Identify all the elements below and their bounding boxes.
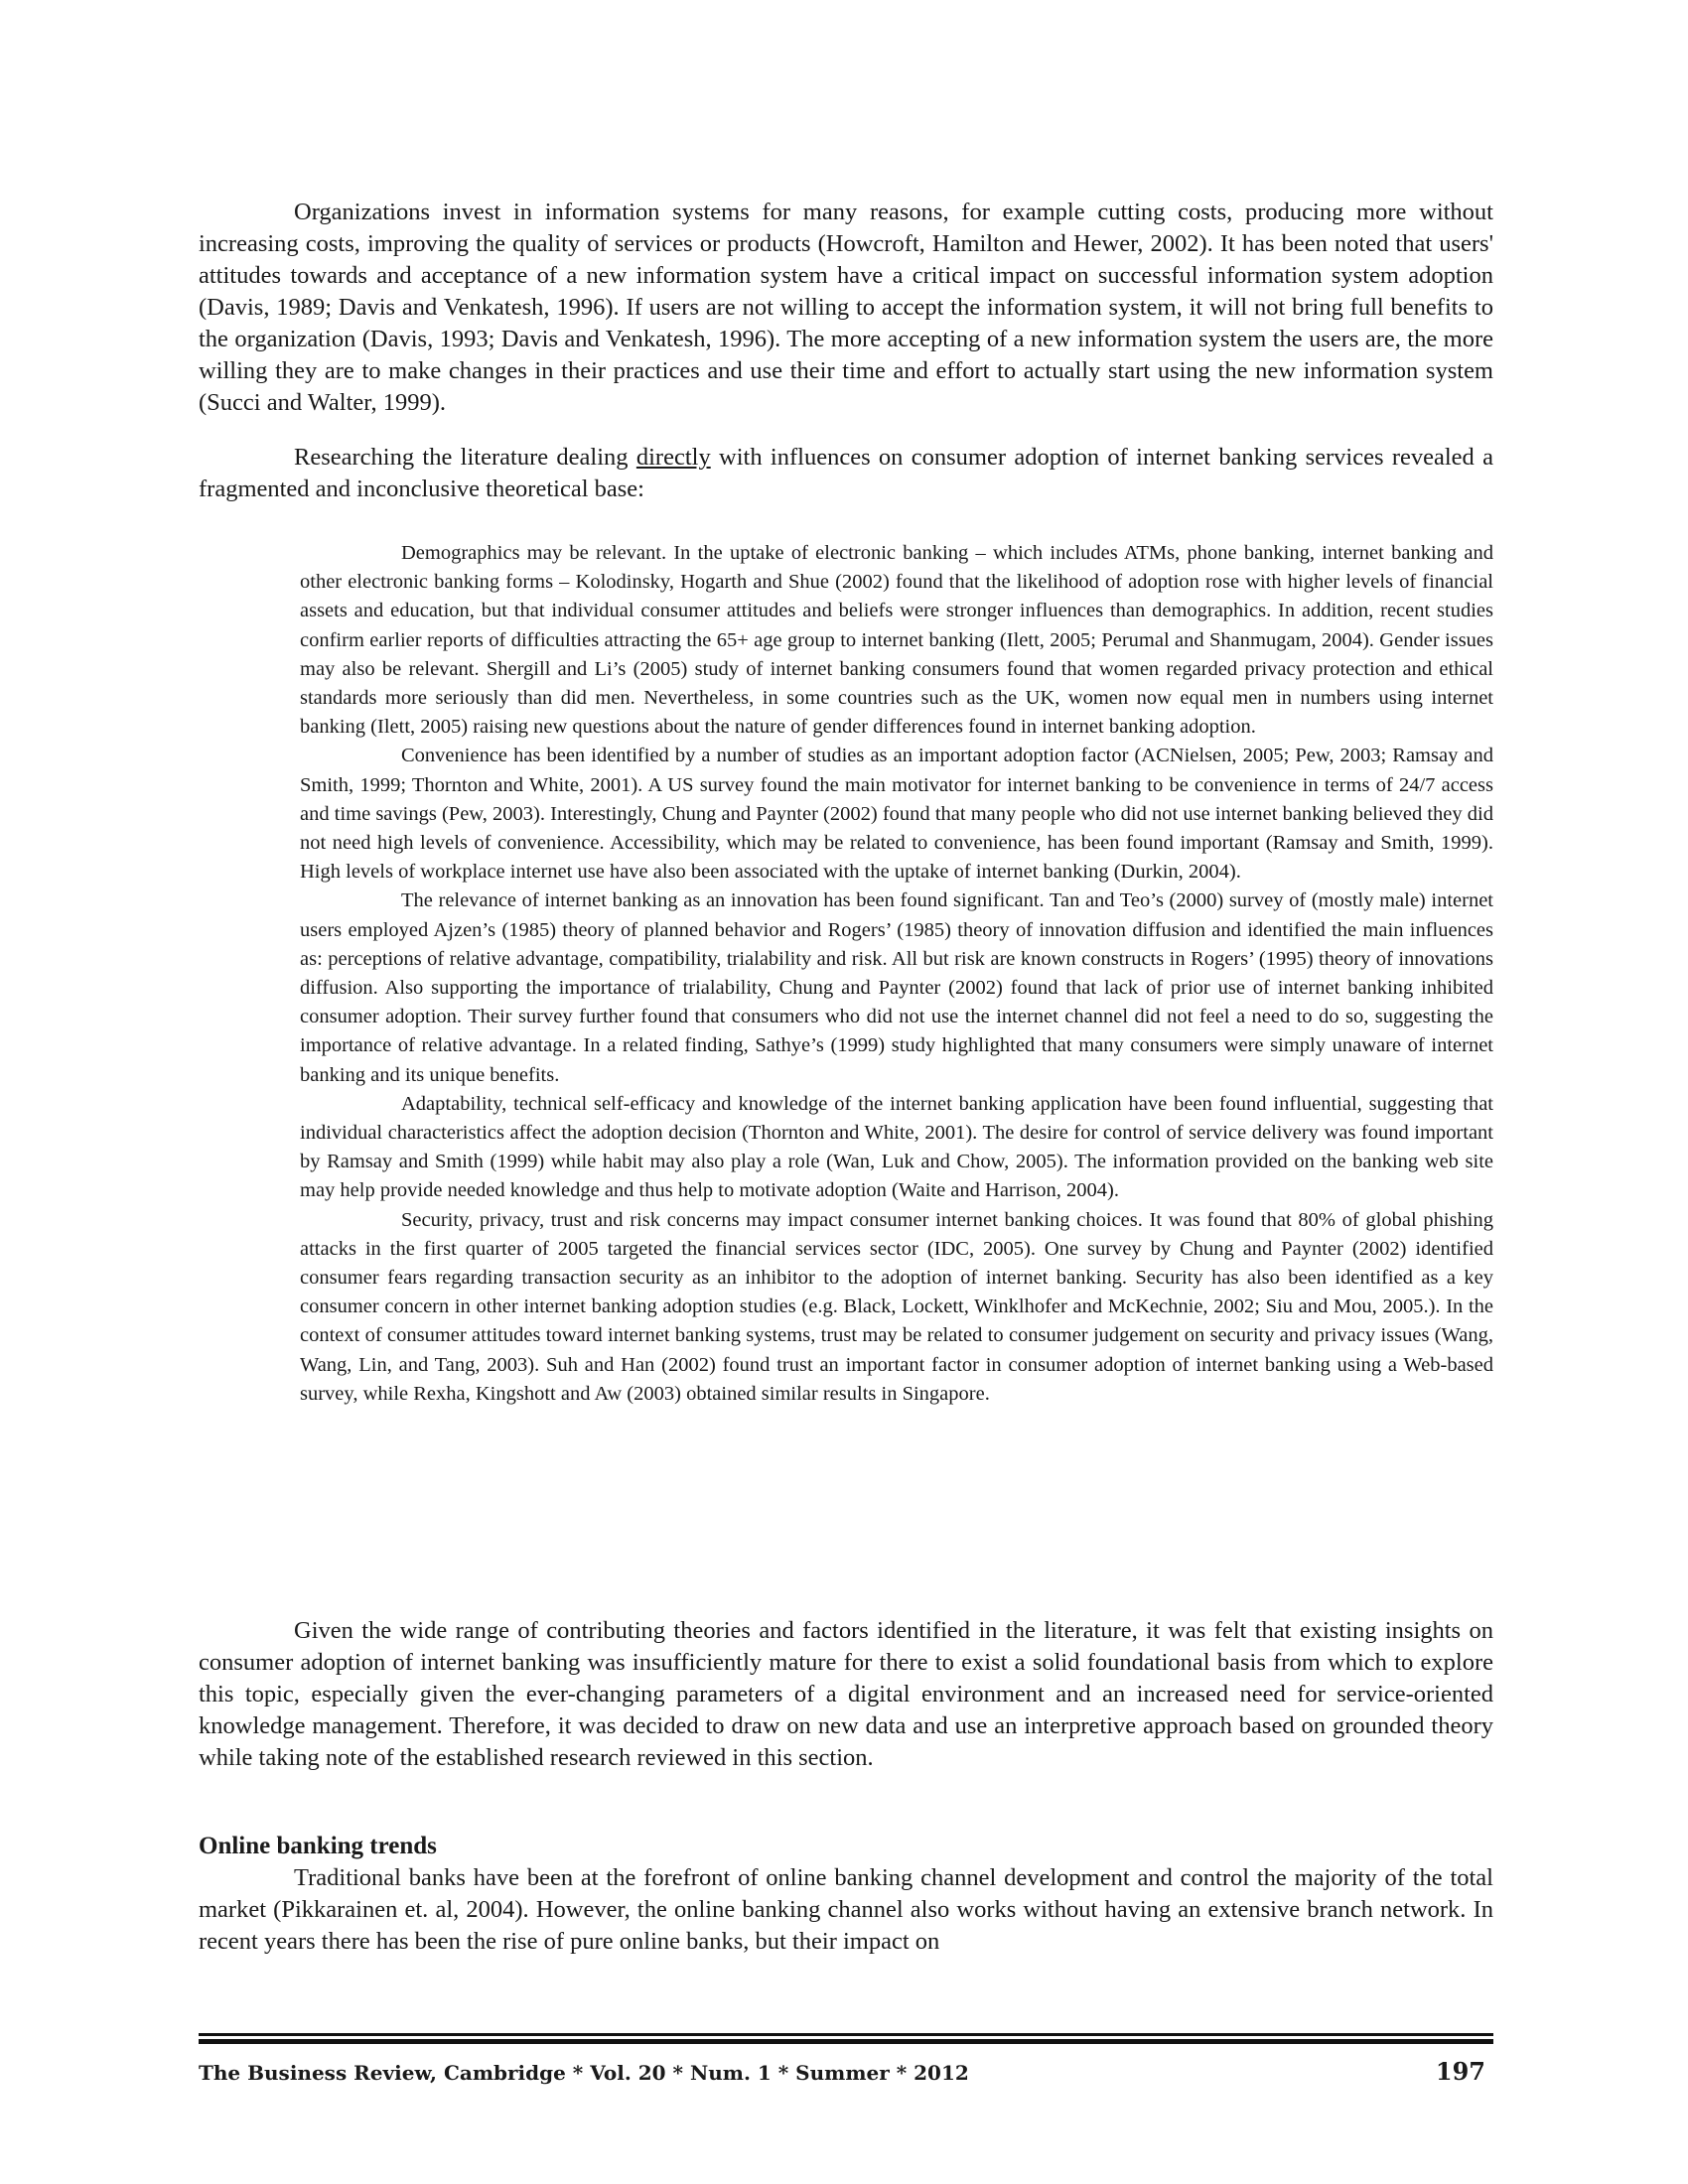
paragraph-text: Traditional banks have been at the forefront of online banking channel development and control the majority of the total market (Pikkarainen et. al, 2004). However, the online banking channel also works without having an extensive branch network. In recent years there has been the rise of pure online banks, but their impact on	[199, 1864, 1493, 1955]
quote-paragraph-convenience: Convenience has been identified by a number of studies as an important adoption factor (ACNielsen, 2005; Pew, 2003; Ramsay and Smith, 1999; Thornton and White, 2001). A US survey found the main motivator for internet banking to be convenience in terms of 24/7 access and time savings (Pew, 2003). Interestingly, Chung and Paynter (2002) found that many people who did not use internet banking believed they did not need high levels of convenience. Accessibility, which may be related to convenience, has been found important (Ramsay and Smith, 1999). High levels of workplace internet use have also been associated with the uptake of internet banking (Durkin, 2004).	[300, 745, 1493, 884]
body-paragraph-2	[199, 442, 1493, 505]
section-heading: Online banking trends	[199, 1833, 437, 1859]
page-footer	[199, 2057, 1493, 2086]
footer-divider	[199, 2033, 1493, 2044]
paragraph-text: Organizations invest in information systems for many reasons, for example cutting costs, producing more without increasing costs, improving the quality of services or products (Howcroft, Hamilton and Hewer, 2002). It has been noted that users' attitudes towards and acceptance of a new information system have a critical impact on successful information system adoption (Davis, 1989; Davis and Venkatesh, 1996). If users are not willing to accept the information system, it will not bring full benefits to the organization (Davis, 1993; Davis and Venkatesh, 1996). The more accepting of a new information system the users are, the more willing they are to make changes in their practices and use their time and effort to actually start using the new information system (Succi and Walter, 1999).	[199, 199, 1493, 416]
body-paragraph-1	[199, 197, 1493, 419]
journal-citation: The Business Review, Cambridge * Vol. 20 * Num. 1 * Summer * 2012	[199, 2061, 969, 2085]
body-paragraph-3	[199, 1615, 1493, 1774]
quote-paragraph-adaptability: Adaptability, technical self-efficacy and knowledge of the internet banking application have been found influential, suggesting that individual characteristics affect the adoption decision (Thornton and White, 2001). The desire for control of service delivery was found important by Ramsay and Smith (1999) while habit may also play a role (Wan, Luk and Chow, 2005). The information provided on the banking web site may help provide needed knowledge and thus help to motivate adoption (Waite and Harrison, 2004).	[300, 1092, 1493, 1202]
quote-paragraph-innovation: The relevance of internet banking as an innovation has been found significant. Tan and Teo’s (2000) survey of (mostly male) internet users employed Ajzen’s (1985) theory of planned behavior and Rogers’ (1985) theory of innovation diffusion and identified the main influences as: perceptions of relative advantage, compatibility, trialability and risk. All but risk are known constructs in Rogers’ (1995) theory of innovations diffusion. Also supporting the importance of trialability, Chung and Paynter (2002) found that lack of prior use of internet banking inhibited consumer adoption. Their survey further found that consumers who did not use the internet channel did not feel a need to do so, suggesting the importance of relative advantage. In a related finding, Sathye’s (1999) study highlighted that many consumers were simply unaware of internet banking and its unique benefits.	[300, 889, 1493, 1086]
block-quote	[300, 539, 1493, 1409]
footer-rule-thin	[199, 2033, 1493, 2036]
quote-paragraph-demographics: Demographics may be relevant. In the uptake of electronic banking – which includes ATMs, phone banking, internet banking and other electronic banking forms – Kolodinsky, Hogarth and Shue (2002) found that the likelihood of adoption rose with higher levels of financial assets and education, but that individual consumer attitudes and beliefs were stronger influences than demographics. In addition, recent studies confirm earlier reports of difficulties attracting the 65+ age group to internet banking (Ilett, 2005; Perumal and Shanmugam, 2004). Gender issues may also be relevant. Shergill and Li’s (2005) study of internet banking consumers found that women regarded privacy protection and ethical standards more seriously than did men. Nevertheless, in some countries such as the UK, women now equal men in numbers using internet banking (Ilett, 2005) raising new questions about the nature of gender differences found in internet banking adoption.	[300, 542, 1493, 739]
body-paragraph-4	[199, 1862, 1493, 1958]
paragraph-text-part: Researching the literature dealing	[294, 444, 636, 471]
paragraph-text	[199, 442, 1493, 505]
quote-paragraph-security: Security, privacy, trust and risk concerns may impact consumer internet banking choices. It was found that 80% of global phishing attacks in the first quarter of 2005 targeted the financial services sector (IDC, 2005). One survey by Chung and Paynter (2002) identified consumer fears regarding transaction security as an inhibitor to the adoption of internet banking. Security has also been identified as a key consumer concern in other internet banking adoption studies (e.g. Black, Lockett, Winklhofer and McKechnie, 2002; Siu and Mou, 2005.). In the context of consumer attitudes toward internet banking systems, trust may be related to consumer judgement on security and privacy issues (Wang, Wang, Lin, and Tang, 2003). Suh and Han (2002) found trust an important factor in consumer adoption of internet banking using a Web-based survey, while Rexha, Kingshott and Aw (2003) obtained similar results in Singapore.	[300, 1208, 1493, 1405]
underlined-word: directly	[635, 444, 711, 471]
paragraph-text-part: with influences on consumer adoption of internet banking services revealed a fragmented and inconclusive theoretical base:	[199, 444, 1493, 502]
page-number: 197	[1435, 2057, 1485, 2086]
footer-rule-thick	[199, 2039, 1493, 2044]
paragraph-text: Given the wide range of contributing theories and factors identified in the literature, it was felt that existing insights on consumer adoption of internet banking was insufficiently mature for there to exist a solid foundational basis from which to explore this topic, especially given the ever-changing parameters of a digital environment and an increased need for service-oriented knowledge management. Therefore, it was decided to draw on new data and use an interpretive approach based on grounded theory while taking note of the established research reviewed in this section.	[199, 1617, 1493, 1771]
